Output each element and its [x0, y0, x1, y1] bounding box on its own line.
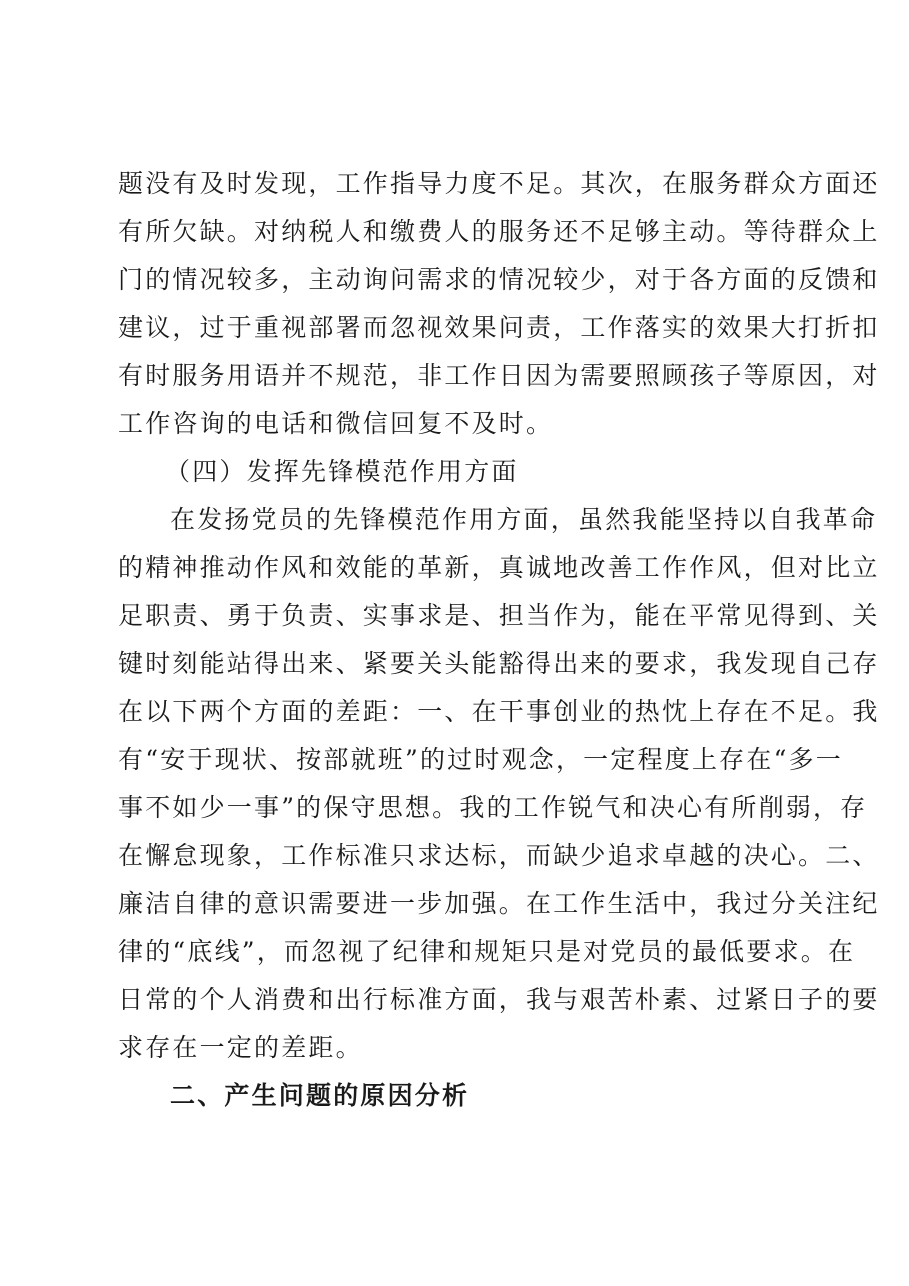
paragraph-line: 在以下两个方面的差距：一、在干事创业的热忱上存在不足。我 [118, 697, 880, 726]
paragraph-line: 有时服务用语并不规范，非工作日因为需要照顾孩子等原因，对 [118, 361, 880, 390]
paragraph-line: 事不如少一事”的保守思想。我的工作锐气和决心有所削弱，存 [118, 793, 868, 822]
paragraph-line: 在懈怠现象，工作标准只求达标，而缺少追求卓越的决心。二、 [118, 841, 880, 870]
paragraph-line: 有所欠缺。对纳税人和缴费人的服务还不足够主动。等待群众上 [118, 217, 880, 246]
paragraph-line: 日常的个人消费和出行标准方面，我与艰苦朴素、过紧日子的要 [118, 985, 880, 1014]
paragraph-line: 求存在一定的差距。 [118, 1033, 363, 1062]
paragraph-line: 有“安于现状、按部就班”的过时观念，一定程度上存在“多一 [118, 745, 843, 774]
section-heading-two: 二、产生问题的原因分析 [170, 1081, 470, 1110]
paragraph-line: 门的情况较多，主动询问需求的情况较少，对于各方面的反馈和 [118, 265, 880, 294]
section-heading-four: （四）发挥先锋模范作用方面 [165, 457, 519, 486]
paragraph-line: 的精神推动作风和效能的革新，真诚地改善工作作风，但对比立 [118, 553, 880, 582]
paragraph-line: 廉洁自律的意识需要进一步加强。在工作生活中，我过分关注纪 [118, 889, 880, 918]
paragraph-line: 工作咨询的电话和微信回复不及时。 [118, 409, 554, 438]
paragraph-line: 建议，过于重视部署而忽视效果问责，工作落实的效果大打折扣 [118, 313, 880, 342]
paragraph-line: 题没有及时发现，工作指导力度不足。其次，在服务群众方面还 [118, 169, 880, 198]
paragraph-line: 律的“底线”，而忽视了纪律和规矩只是对党员的最低要求。在 [118, 937, 856, 966]
paragraph-line: 键时刻能站得出来、紧要关头能豁得出来的要求，我发现自己存 [118, 649, 880, 678]
paragraph-line: 足职责、勇于负责、实事求是、担当作为，能在平常见得到、关 [118, 601, 880, 630]
paragraph-line: 在发扬党员的先锋模范作用方面，虽然我能坚持以自我革命 [170, 505, 878, 534]
